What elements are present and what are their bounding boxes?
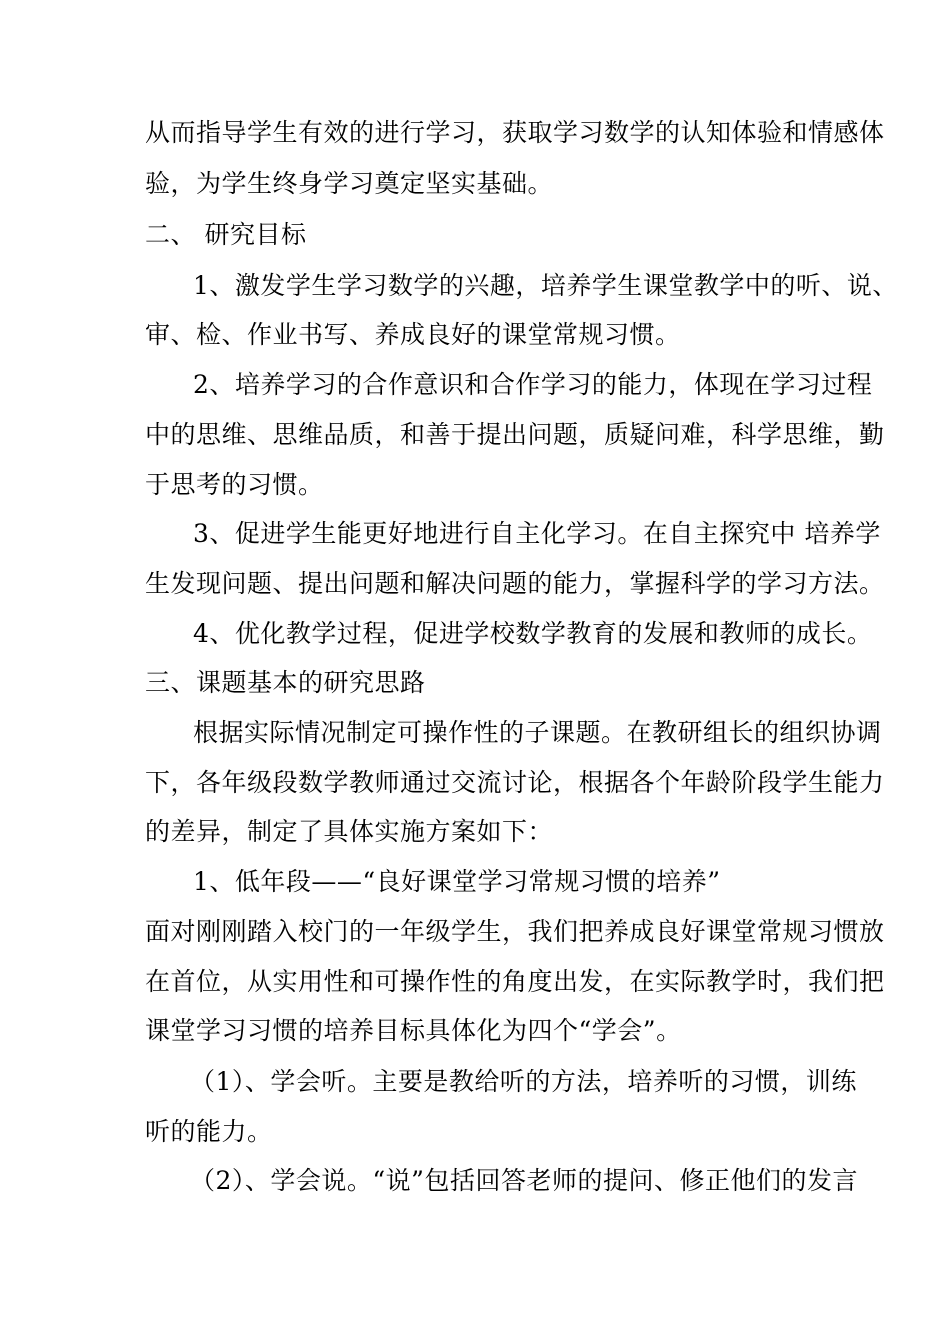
text-line: 2、培养学习的合作意识和合作学习的能力，体现在学习过程	[193, 370, 873, 399]
text-line: 中的思维、思维品质，和善于提出问题，质疑问难，科学思维，勤	[145, 420, 885, 449]
text-line: （2）、学会说。“说”包括回答老师的提问、修正他们的发言	[190, 1166, 858, 1195]
section-heading: 二、 研究目标	[145, 220, 307, 249]
text-line: 生发现问题、提出问题和解决问题的能力，掌握科学的学习方法。	[145, 569, 885, 598]
text-line: 面对刚刚踏入校门的一年级学生，我们把养成良好课堂常规习惯放	[145, 917, 885, 946]
text-line: （1）、学会听。主要是教给听的方法，培养听的习惯，训练	[190, 1067, 857, 1096]
text-line: 4、优化教学过程，促进学校数学教育的发展和教师的成长。	[193, 619, 873, 648]
text-line: 的差异，制定了具体实施方案如下：	[145, 817, 554, 846]
text-line: 3、促进学生能更好地进行自主化学习。在自主探究中 培养学	[193, 519, 881, 548]
text-line: 1、激发学生学习数学的兴趣，培养学生课堂教学中的听、说、	[193, 271, 898, 300]
text-line: 课堂学习习惯的培养目标具体化为四个“学会”。	[145, 1016, 682, 1045]
text-line: 根据实际情况制定可操作性的子课题。在教研组长的组织协调	[193, 718, 882, 747]
text-line: 从而指导学生有效的进行学习，获取学习数学的认知体验和情感体	[145, 118, 885, 147]
text-line: 下，各年级段数学教师通过交流讨论，根据各个年龄阶段学生能力	[145, 768, 885, 797]
text-line: 在首位，从实用性和可操作性的角度出发，在实际教学时，我们把	[145, 967, 885, 996]
text-line: 于思考的习惯。	[145, 470, 324, 499]
section-heading: 三、课题基本的研究思路	[145, 668, 426, 697]
text-line: 验，为学生终身学习奠定坚实基础。	[145, 169, 554, 198]
text-line: 听的能力。	[145, 1117, 273, 1146]
subsection-heading: 1、低年段——“良好课堂学习常规习惯的培养”	[193, 867, 721, 896]
text-line: 审、检、作业书写、养成良好的课堂常规习惯。	[145, 320, 681, 349]
